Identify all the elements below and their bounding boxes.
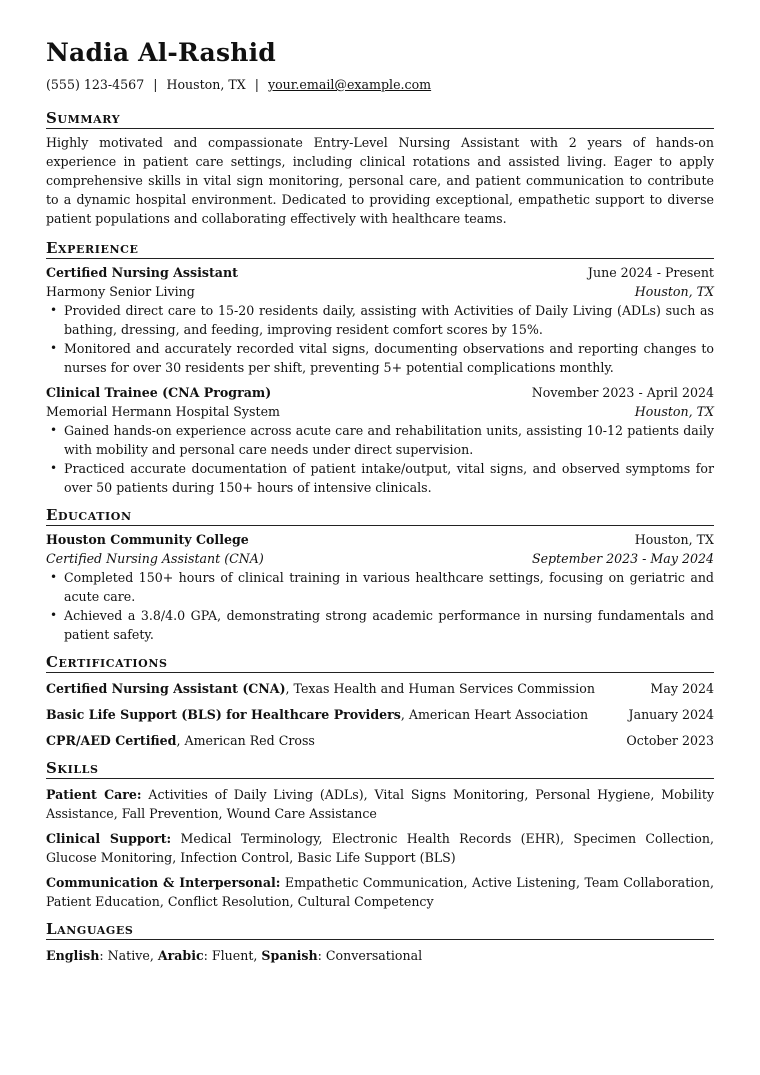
job-location: Houston, TX	[634, 404, 714, 419]
certification-issuer: , Texas Health and Human Services Commission	[285, 681, 595, 696]
list-item: • Gained hands-on experience across acute care and rehabilitation units, assisting 10-12 patients daily with mobility and personal care needs under direct supervision.	[64, 421, 714, 459]
certifications-heading: Certifications	[46, 652, 714, 673]
certification-date: January 2024	[628, 707, 714, 722]
certification-row	[46, 731, 714, 750]
list-item: • Achieved a 3.8/4.0 GPA, demonstrating strong academic performance in nursing fundamentals and patient safety.	[64, 606, 714, 644]
certification-name: CPR/AED Certified	[46, 733, 177, 748]
skill-group-items: Activities of Daily Living (ADLs), Vital Signs Monitoring, Personal Hygiene, Mobility Assistance, Fall Prevention, Wound Care Assistance	[46, 787, 714, 821]
certification-issuer: , American Red Cross	[176, 733, 315, 748]
skill-group-items: Medical Terminology, Electronic Health Records (EHR), Specimen Collection, Glucose Monitoring, Infection Control, Basic Life Support (BLS)	[46, 831, 714, 865]
experience-section-header	[46, 238, 714, 259]
skill-group-label: Clinical Support:	[46, 831, 172, 846]
language-name: Arabic	[157, 948, 204, 963]
language-name: English	[46, 948, 100, 963]
skill-group-label: Communication & Interpersonal:	[46, 875, 281, 890]
job-organization: Memorial Hermann Hospital System	[46, 404, 280, 419]
education-section-header	[46, 505, 714, 526]
certification-row	[46, 679, 714, 698]
languages-line	[46, 946, 714, 965]
school-location: Houston, TX	[634, 532, 714, 547]
language-level: : Fluent,	[203, 948, 262, 963]
certification-date: October 2023	[626, 733, 714, 748]
skill-group-label: Patient Care:	[46, 787, 142, 802]
school-row	[46, 530, 714, 549]
job-location: Houston, TX	[634, 284, 714, 299]
certification-name: Certified Nursing Assistant (CNA)	[46, 681, 286, 696]
skills-list	[46, 785, 714, 911]
email-link[interactable]: your.email@example.com	[267, 77, 432, 92]
summary-heading: Summary	[46, 108, 714, 129]
job-org-row	[46, 282, 714, 301]
program-row	[46, 549, 714, 568]
job-title: Clinical Trainee (CNA Program)	[46, 385, 272, 400]
list-item: • Monitored and accurately recorded vital signs, documenting observations and reporting changes to nurses for over 30 residents per shift, preventing 5+ potential complications monthly.	[64, 339, 714, 377]
summary-text: Highly motivated and compassionate Entry-Level Nursing Assistant with 2 years of hands-on experience in patient care settings, including clinical rotations and assisted living. Eager to apply comprehensive skills in vital sign monitoring, personal care, and patient communication to contribute to a dynamic hospital environment. Dedicated to providing exceptional, empathetic support to diverse patient populations and collaborating effectively with healthcare teams.	[46, 135, 714, 226]
education-entry	[46, 530, 714, 644]
list-item: • Completed 150+ hours of clinical training in various healthcare settings, focusing on geriatric and acute care.	[64, 568, 714, 606]
school-name: Houston Community College	[46, 532, 249, 547]
experience-heading: Experience	[46, 238, 714, 259]
program-dates: September 2023 - May 2024	[531, 551, 714, 566]
job-title: Certified Nursing Assistant	[46, 265, 238, 280]
skill-group-items: Empathetic Communication, Active Listening, Team Collaboration, Patient Education, Conflict Resolution, Cultural Competency	[46, 875, 714, 909]
job-bullets	[46, 421, 714, 497]
certification-row	[46, 705, 714, 724]
education-bullets	[46, 568, 714, 644]
language-level: : Native,	[99, 948, 158, 963]
language-level: : Conversational	[317, 948, 423, 963]
candidate-name: Nadia Al-Rashid	[46, 38, 276, 67]
experience-entry	[46, 383, 714, 497]
job-bullets	[46, 301, 714, 377]
certification-issuer: , American Heart Association	[400, 707, 589, 722]
skill-group	[46, 785, 714, 823]
certification-date: May 2024	[650, 681, 714, 696]
program-name: Certified Nursing Assistant (CNA)	[46, 551, 264, 566]
contact-separator: |	[153, 77, 158, 92]
certifications-section-header	[46, 652, 714, 673]
education-heading: Education	[46, 505, 714, 526]
job-org-row	[46, 402, 714, 421]
list-item: • Provided direct care to 15-20 residents daily, assisting with Activities of Daily Living (ADLs) such as bathing, dressing, and feeding, improving resident comfort scores by 15%.	[64, 301, 714, 339]
languages-heading: Languages	[46, 919, 714, 940]
contact-separator: |	[254, 77, 259, 92]
language-name: Spanish	[261, 948, 318, 963]
skills-section-header	[46, 758, 714, 779]
job-dates: June 2024 - Present	[587, 265, 714, 280]
skill-group	[46, 873, 714, 911]
skill-group	[46, 829, 714, 867]
skills-heading: Skills	[46, 758, 714, 779]
list-item: • Practiced accurate documentation of patient intake/output, vital signs, and observed symptoms for over 50 patients during 150+ hours of intensive clinicals.	[64, 459, 714, 497]
phone-number: (555) 123-4567	[46, 77, 145, 92]
location: Houston, TX	[166, 77, 246, 92]
job-organization: Harmony Senior Living	[46, 284, 195, 299]
summary-section-header	[46, 108, 714, 129]
experience-entry	[46, 263, 714, 377]
certification-name: Basic Life Support (BLS) for Healthcare Providers	[46, 707, 401, 722]
languages-section-header	[46, 919, 714, 940]
job-title-row	[46, 383, 714, 402]
job-title-row	[46, 263, 714, 282]
job-dates: November 2023 - April 2024	[531, 385, 714, 400]
contact-line	[46, 76, 714, 94]
certifications-list	[46, 679, 714, 750]
